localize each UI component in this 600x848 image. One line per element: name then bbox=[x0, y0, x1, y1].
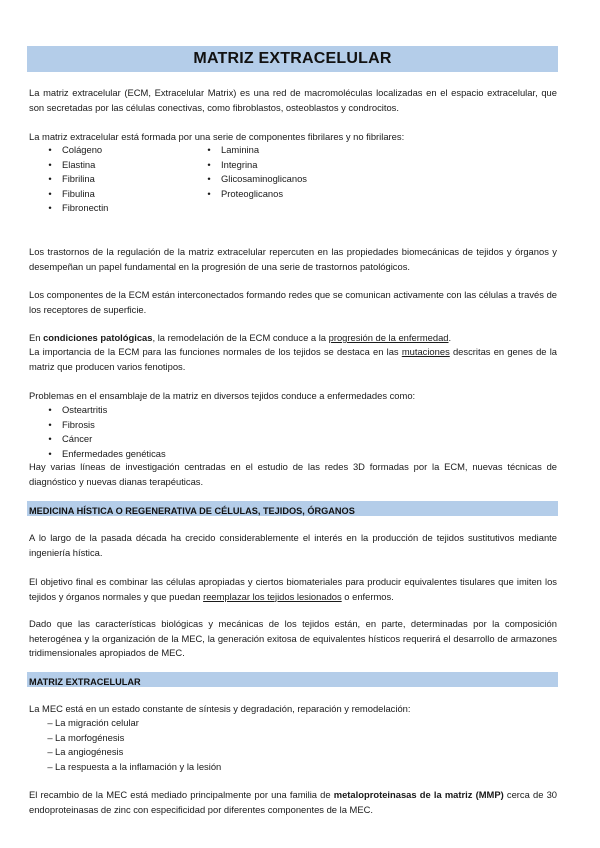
networks-paragraph: Los componentes de la ECM están interconectados formando redes que se comunican activamente con las células a través de los receptores de superficie. bbox=[29, 289, 557, 315]
problems-intro: Problemas en el ensamblaje de la matriz en diversos tejidos conduce a enfermedades como: bbox=[29, 390, 416, 401]
underlined-term: reemplazar los tejidos lesionados bbox=[203, 590, 342, 602]
list-item: – La morfogénesis bbox=[45, 731, 221, 746]
list-item: • Fibrosis bbox=[45, 418, 166, 433]
bullet-icon: • bbox=[48, 144, 52, 155]
bullet-icon: • bbox=[207, 173, 211, 185]
underlined-term: mutaciones bbox=[401, 346, 450, 357]
bullet-icon: • bbox=[48, 447, 52, 459]
list-item: • Laminina bbox=[204, 143, 307, 158]
components-intro: La matriz extracelular está formada por una serie de componentes fibrilares y no fibrilares: bbox=[29, 131, 405, 142]
dash-icon: – bbox=[47, 746, 53, 758]
bullet-icon: • bbox=[207, 187, 211, 199]
mec-processes-list bbox=[45, 716, 221, 774]
list-item: – La respuesta a la inflamación y la lesión bbox=[45, 760, 221, 775]
list-item: • Enfermedades genéticas bbox=[45, 447, 166, 462]
section1-paragraph-1: A lo largo de la pasada década ha crecido considerablemente el interés en la producción de tejidos sustitutivos mediante ingeniería hística. bbox=[29, 532, 557, 558]
bullet-icon: • bbox=[207, 158, 211, 170]
underlined-term: progresión de la enfermedad bbox=[328, 332, 449, 343]
bold-term: metaloproteinasas de la matriz (MMP) bbox=[333, 789, 504, 800]
list-item: • Glicosaminoglicanos bbox=[204, 172, 307, 187]
research-paragraph: Hay varias líneas de investigación centradas en el estudio de las redes 3D formadas por la ECM, nuevas técnicas de diagnóstico y nuevas dianas terapéuticas. bbox=[29, 461, 557, 487]
importance-paragraph: La importancia de la ECM para las funciones normales de los tejidos se destaca en las mutaciones descritas en genes de la matriz que producen varios fenotipos. bbox=[29, 346, 557, 372]
page-title: MATRIZ EXTRACELULAR bbox=[193, 50, 392, 67]
problems-list bbox=[45, 403, 166, 461]
list-item: • Osteartritis bbox=[45, 403, 166, 418]
section2-paragraph-2: El recambio de la MEC está mediado principalmente por una familia de metaloproteinasas de la matriz (MMP) cerca de 30 endoproteinasas de zinc con especificidad por diferentes componentes de la MEC. bbox=[29, 789, 557, 815]
bullet-icon: • bbox=[48, 173, 52, 185]
list-item: • Cáncer bbox=[45, 432, 166, 447]
section1-paragraph-3: Dado que las características biológicas y mecánicas de los tejidos están, en parte, determinadas por la composición heterogénea y la organización de la MEC, la generación exitosa de equivalentes hísticos requerirá el desarrollo de armazones tridimensionales apropiados de MEC. bbox=[29, 618, 557, 658]
dash-icon: – bbox=[47, 760, 53, 772]
title-banner bbox=[27, 46, 558, 72]
bold-term: condiciones patológicas bbox=[43, 332, 153, 343]
list-item: • Fibronectin bbox=[45, 201, 108, 216]
pathology-line: En condiciones patológicas, la remodelación de la ECM conduce a la progresión de la enfermedad. bbox=[29, 332, 452, 343]
list-item: • Elastina bbox=[45, 158, 108, 173]
list-item: • Integrina bbox=[204, 158, 307, 173]
section-heading-bar bbox=[27, 501, 558, 516]
bullet-icon: • bbox=[48, 418, 52, 430]
list-item: • Proteoglicanos bbox=[204, 187, 307, 202]
list-item: • Fibulina bbox=[45, 187, 108, 202]
bullet-icon: • bbox=[48, 187, 52, 199]
section-heading-bar bbox=[27, 672, 558, 687]
intro-paragraph: La matriz extracelular (ECM, Extracelular Matrix) es una red de macromoléculas localizadas en el espacio extracelular, que son secretadas por las células conectivas, como fibroblastos, osteoblastos y condrocitos. bbox=[29, 87, 557, 113]
dash-icon: – bbox=[47, 731, 53, 743]
bullet-icon: • bbox=[48, 433, 52, 445]
disorders-paragraph: Los trastornos de la regulación de la matriz extracelular repercuten en las propiedades biomecánicas de tejidos y órganos y desempeñan un papel fundamental en la progresión de una serie de trastornos patológicos. bbox=[29, 246, 557, 272]
section2-paragraph-1: La MEC está en un estado constante de síntesis y degradación, reparación y remodelación: bbox=[29, 703, 411, 714]
list-item: • Fibrilina bbox=[45, 172, 108, 187]
section-heading: MATRIZ EXTRACELULAR bbox=[29, 677, 141, 687]
list-item: • Colágeno bbox=[45, 143, 108, 158]
bullet-icon: • bbox=[48, 202, 52, 214]
bullet-icon: • bbox=[48, 158, 52, 170]
dash-icon: – bbox=[47, 717, 53, 728]
section-heading: MEDICINA HÍSTICA O REGENERATIVA DE CÉLULAS, TEJIDOS, ÓRGANOS bbox=[29, 506, 355, 516]
bullet-icon: • bbox=[207, 144, 211, 155]
bullet-icon: • bbox=[48, 404, 52, 415]
list-item: – La angiogénesis bbox=[45, 745, 221, 760]
components-list-col2 bbox=[204, 143, 307, 201]
components-list-col1 bbox=[45, 143, 108, 216]
list-item: – La migración celular bbox=[45, 716, 221, 731]
section1-paragraph-2: El objetivo final es combinar las células apropiadas y ciertos biomateriales para producir equivalentes tisulares que imiten los tejidos y órganos normales y que puedan reemplazar los tejidos lesionados o enfermos. bbox=[29, 576, 557, 602]
